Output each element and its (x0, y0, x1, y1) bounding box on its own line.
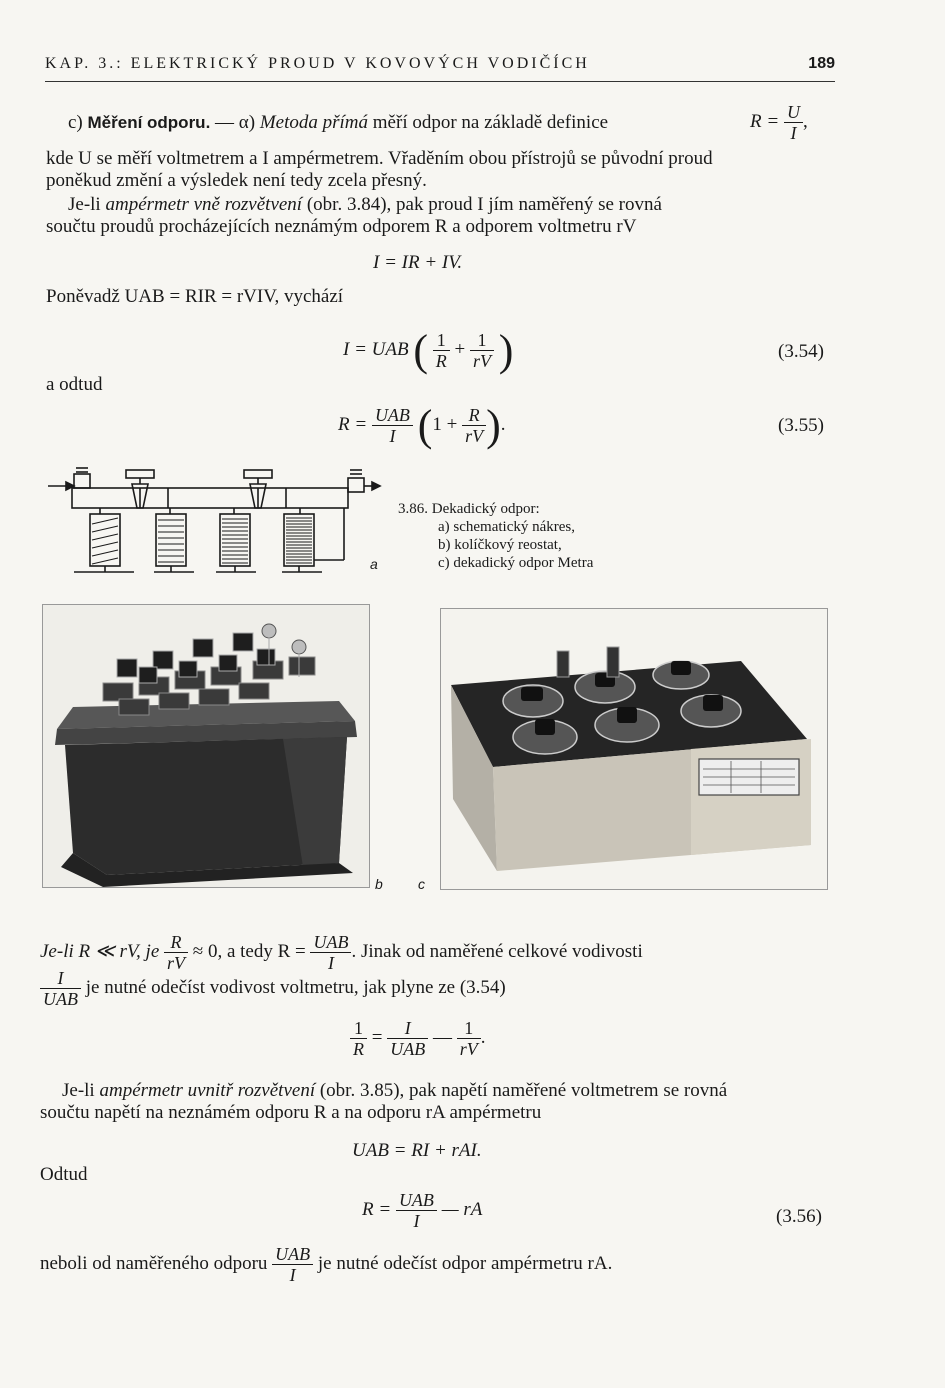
text-line: Odtud (40, 1164, 88, 1185)
figure-label-c: c (418, 876, 425, 892)
photo-plug-rheostat (42, 604, 370, 888)
equation-3-55: R = $\frac{\text{UAB}}{I}$ (1 + $\frac{R}{rV}$ ). (338, 401, 506, 450)
equation-conductance: $\frac{1}{R}$ = $\frac{I}{\text{UAB}}$ — $\frac{1}{rV}$ . (350, 1018, 485, 1059)
text-line: kde U se měří voltmetrem a I ampérmetrem. Vřaděním obou přístrojů se původní proud (46, 148, 713, 169)
para-inside-line2: součtu napětí na neznámém odporu R a na odporu rA ampérmetru (40, 1102, 542, 1123)
page-number: 189 (808, 55, 835, 72)
caption-item: a) schematický nákres, (438, 519, 576, 535)
final-line: neboli od naměřeného odporu $\frac{\text{UAB}}{I}$ je nutné odečíst odpor ampérmetru rA. (40, 1244, 613, 1285)
figure-label-a: a (370, 556, 378, 572)
para-inside-line1: Je-li ampérmetr uvnitř rozvětvení (obr. 3.85), pak napětí naměřené voltmetrem se rovná (62, 1080, 728, 1101)
text-line: součtu proudů procházejících neznámým odporem R a odporem voltmetru rV (46, 216, 637, 237)
equation-voltage: UAB = RI + rAI. (352, 1140, 482, 1161)
text-line: a odtud (46, 374, 103, 395)
caption-item: c) dekadický odpor Metra (438, 555, 594, 571)
caption-item: b) kolíčkový reostat, (438, 537, 562, 553)
text-line: poněkud změní a výsledek není tedy zcela přesný. (46, 170, 427, 191)
para-after-figure-line2: $\frac{I}{\text{UAB}}$ je nutné odečíst vodivost voltmetru, jak plyne ze (3.54) (40, 968, 506, 1009)
text-line: Je-li ampérmetr vně rozvětvení (obr. 3.84), pak proud I jím naměřený se rovná (68, 194, 662, 215)
chapter-title: KAP. 3.: ELEKTRICKÝ PROUD V KOVOVÝCH VODIČÍCH (45, 55, 590, 72)
equation-number: (3.55) (778, 415, 824, 436)
section-heading: Měření odporu. (87, 113, 211, 132)
text-line: Poněvadž UAB = RIR = rVIV, vychází (46, 286, 344, 307)
para-after-figure-line1: Je-li R ≪ rV, je $\frac{R}{rV}$ ≈ 0, a tedy R = $\frac{\text{UAB}}{I}$ . Jinak od naměřené celkové vodivosti (40, 932, 643, 973)
equation-current-sum: I = IR + IV. (373, 252, 463, 273)
schematic-drawing (44, 464, 384, 576)
para-c-line1: c) Měření odporu. — α) Metoda přímá měří odpor na základě definice (68, 112, 609, 133)
equation-number: (3.56) (776, 1206, 822, 1227)
method-name: Metoda přímá (259, 112, 369, 133)
figure-caption (398, 500, 593, 572)
equation-3-54: I = UAB ( $\frac{1}{R}$ + $\frac{1}{rV}$ ) (343, 326, 514, 375)
figure-label-b: b (375, 876, 383, 892)
photo-decade-box (440, 608, 828, 890)
running-header (45, 55, 835, 82)
equation-number: (3.54) (778, 341, 824, 362)
caption-title: 3.86. Dekadický odpor: (398, 501, 540, 517)
equation-3-56: R = $\frac{\text{UAB}}{I}$ — rA (362, 1190, 483, 1231)
definition-formula: R = $\frac{U}{I}$ , (750, 102, 808, 143)
